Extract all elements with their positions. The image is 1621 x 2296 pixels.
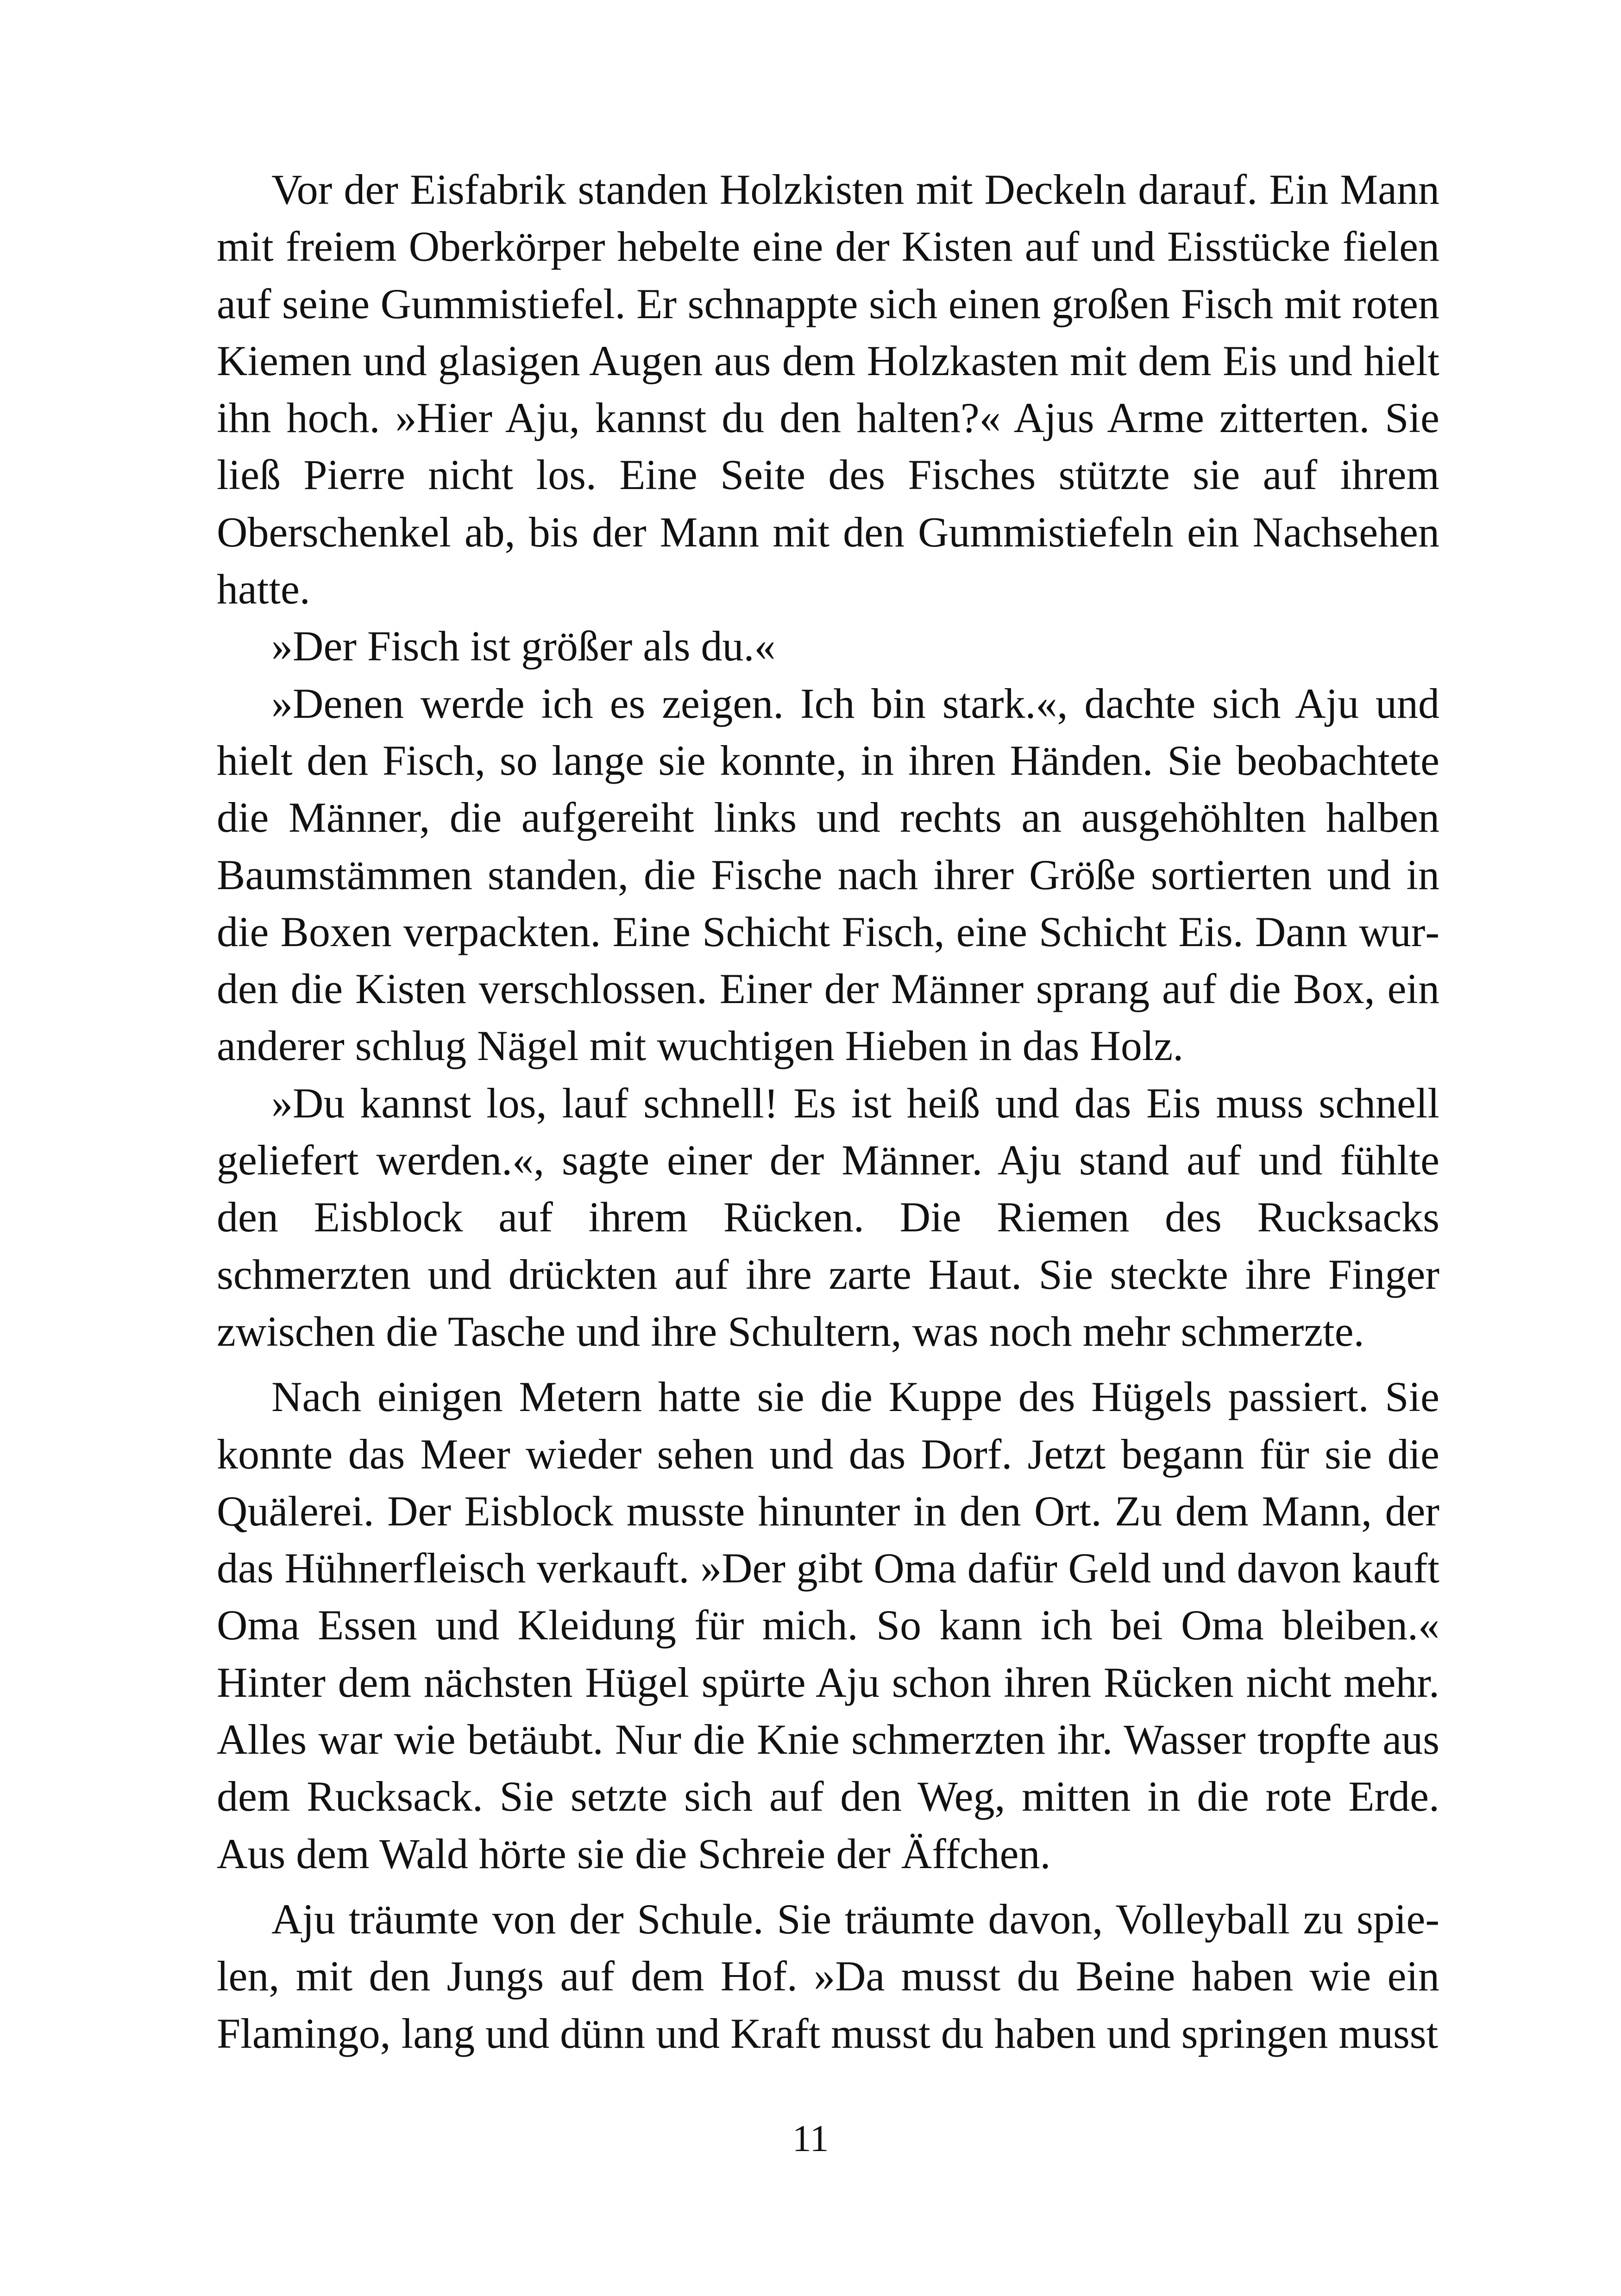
body-text [217,161,1439,2062]
paragraph-2: »Der Fisch ist größer als du.« [271,622,776,670]
paragraph-3: »Denen werde ich es zeigen. Ich bin stark.«, dachte sich Aju und hielt den Fisch, so lange sie konnte, in ihren Händen. Sie beobachtete die Männer, die aufgereiht links und rechts an ausgehöhlten halben Baumstämmen standen, die Fische nach ihrer Größe sortierten und in die Boxen verpackten. Eine Schicht Fisch, eine Schicht Eis. Dann wurden die Kisten verschlossen. Einer der Männer sprang auf die Box, ein anderer schlug Nägel mit wuchtigen Hieben in das Holz. [217,679,1439,1070]
paragraph-1: Vor der Eisfabrik standen Holzkisten mit Deckeln darauf. Ein Mann mit freiem Oberkörper hebelte eine der Kisten auf und Eisstücke fielen auf seine Gummistiefel. Er schnappte sich einen großen Fisch mit roten Kiemen und glasigen Augen aus dem Holzkasten mit dem Eis und hielt ihn hoch. »Hier Aju, kannst du den halten?« Ajus Arme zitterten. Sie ließ Pierre nicht los. Eine Seite des Fisches stützte sie auf ihrem Oberschenkel ab, bis der Mann mit den Gummistiefeln ein Nachsehen hatte. [217,166,1439,613]
page-number: 11 [792,2117,829,2159]
paragraph-6: Aju träumte von der Schule. Sie träumte davon, Volleyball zu spielen, mit den Jungs auf dem Hof. »Da musst du Beine haben wie ein Flamingo, lang und dünn und Kraft musst du haben und springen musst [217,1895,1439,2057]
paragraph-5: Nach einigen Metern hatte sie die Kuppe des Hügels passiert. Sie konnte das Meer wieder sehen und das Dorf. Jetzt begann für sie die Quälerei. Der Eisblock musste hinunter in den Ort. Zu dem Mann, der das Hühnerfleisch verkauft. »Der gibt Oma dafür Geld und davon kauft Oma Essen und Kleidung für mich. So kann ich bei Oma bleiben.« Hinter dem nächsten Hügel spürte Aju schon ihren Rücken nicht mehr. Alles war wie betäubt. Nur die Knie schmerzten ihr. Wasser tropfte aus dem Rucksack. Sie setzte sich auf den Weg, mitten in die rote Erde. Aus dem Wald hörte sie die Schreie der Äffchen. [217,1373,1439,1877]
paragraph-4: »Du kannst los, lauf schnell! Es ist heiß und das Eis muss schnell geliefert werden.«, sagte einer der Männer. Aju stand auf und fühlte den Eisblock auf ihrem Rücken. Die Riemen des Rucksacks schmerzten und drückten auf ihre zarte Haut. Sie steckte ihre Finger zwischen die Tasche und ihre Schultern, was noch mehr schmerzte. [217,1079,1439,1355]
